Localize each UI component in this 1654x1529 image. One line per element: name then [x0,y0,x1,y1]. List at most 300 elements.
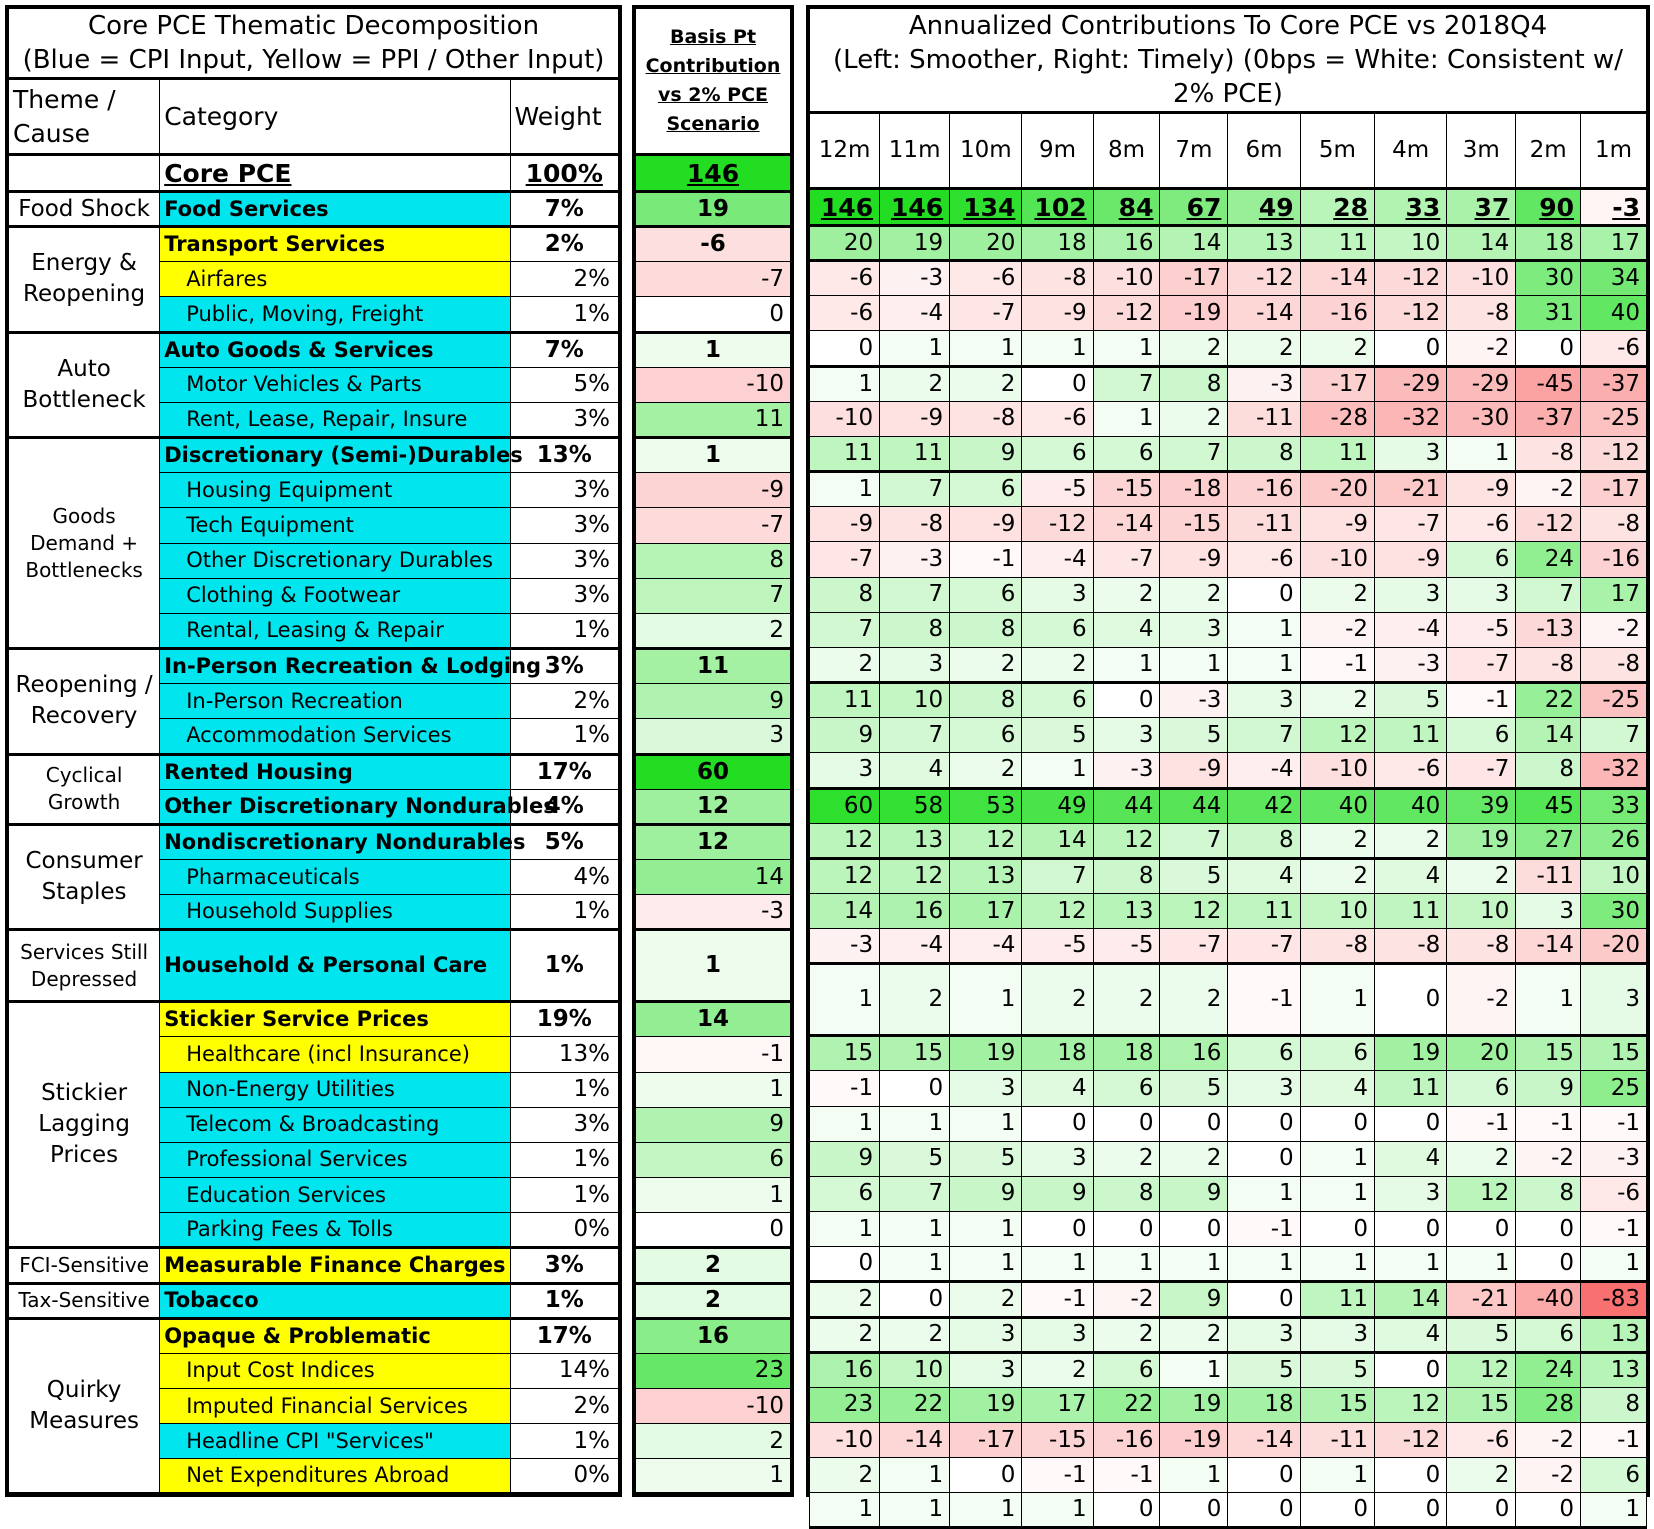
cell-household-supplies-7m: -7 [1160,929,1228,964]
cell-transport-services-11m: -3 [880,261,950,296]
cell-non-energy-utilities-1m: -1 [1581,1106,1647,1141]
cell-other-discretionary-durables-9m: 3 [1022,577,1093,612]
cell-non-energy-utilities-8m: 0 [1093,1106,1160,1141]
weight-household-personal-care: 1% [510,930,618,1002]
category-accommodation-services: Accommodation Services [160,719,510,754]
cell-housing-equipment-10m: -9 [950,507,1022,542]
theme-cause-3: Goods Demand + Bottlenecks [9,438,160,649]
cell-measurable-finance-charges-9m: -1 [1022,1282,1093,1317]
cell-airfares-4m: -12 [1375,296,1447,331]
core-pce-cell-6m: 49 [1228,189,1300,226]
cell-stickier-service-prices-12m: 15 [810,1036,880,1071]
cell-nondiscretionary-nondurables-12m: 12 [810,858,880,893]
cell-food-services-3m: 14 [1447,226,1516,261]
cell-stickier-service-prices-5m: 6 [1300,1036,1374,1071]
cell-net-expenditures-abroad-3m: 0 [1447,1493,1516,1528]
basis-point-table [635,8,791,1495]
cell-nondiscretionary-nondurables-8m: 8 [1093,858,1160,893]
cell-rental-leasing-repair-1m: -8 [1581,647,1647,682]
cell-education-services-6m: -1 [1228,1212,1300,1247]
cell-in-person-recreation-3m: 6 [1447,718,1516,753]
cell-household-supplies-9m: -5 [1022,929,1093,964]
cell-healthcare-incl-insurance-10m: 3 [950,1071,1022,1106]
cell-input-cost-indices-7m: 19 [1160,1387,1228,1422]
cell-clothing-footwear-1m: -2 [1581,612,1647,647]
cell-other-discretionary-nondurables-2m: 27 [1516,823,1581,858]
cell-non-energy-utilities-11m: 1 [880,1106,950,1141]
bp-input-cost-indices: 23 [636,1353,791,1388]
cell-headline-cpi-services-8m: -1 [1093,1458,1160,1493]
cell-professional-services-12m: 6 [810,1176,880,1211]
cell-opaque-problematic-1m: 13 [1581,1352,1647,1387]
cell-professional-services-8m: 8 [1093,1176,1160,1211]
category-education-services: Education Services [160,1178,510,1213]
theme-cause-10: Tax-Sensitive [9,1283,160,1318]
cell-rent-lease-repair-insure-7m: 7 [1160,436,1228,471]
cell-stickier-service-prices-7m: 16 [1160,1036,1228,1071]
weight-tobacco: 1% [510,1283,618,1318]
core-pce-weight: 100% [510,155,618,192]
cell-imputed-financial-services-5m: -11 [1300,1423,1374,1458]
cell-input-cost-indices-6m: 18 [1228,1387,1300,1422]
bp-housing-equipment: -9 [636,473,791,508]
weight-telecom-broadcasting: 3% [510,1107,618,1142]
cell-education-services-7m: 0 [1160,1212,1228,1247]
weight-stickier-service-prices: 19% [510,1002,618,1037]
cell-airfares-1m: 40 [1581,296,1647,331]
bp-stickier-service-prices: 14 [636,1002,791,1037]
cell-headline-cpi-services-11m: 1 [880,1458,950,1493]
core-pce-cell-3m: 37 [1447,189,1516,226]
core-pce-cell-12m: 146 [810,189,880,226]
weight-discretionary-semi-durables: 13% [510,438,618,473]
cell-parking-fees-tolls-6m: 1 [1228,1247,1300,1282]
cell-household-supplies-5m: -8 [1300,929,1374,964]
weight-transport-services: 2% [510,227,618,262]
cell-airfares-6m: -14 [1228,296,1300,331]
cell-rent-lease-repair-insure-1m: -12 [1581,436,1647,471]
cell-household-personal-care-3m: -2 [1447,964,1516,1036]
cell-housing-equipment-11m: -8 [880,507,950,542]
cell-tobacco-5m: 3 [1300,1317,1374,1352]
weight-imputed-financial-services: 2% [510,1389,618,1424]
cell-non-energy-utilities-7m: 0 [1160,1106,1228,1141]
cell-telecom-broadcasting-3m: 2 [1447,1141,1516,1176]
weight-non-energy-utilities: 1% [510,1072,618,1107]
cell-food-services-5m: 11 [1300,226,1374,261]
cell-input-cost-indices-2m: 28 [1516,1387,1581,1422]
cell-stickier-service-prices-6m: 6 [1228,1036,1300,1071]
core-pce-cell-9m: 102 [1022,189,1093,226]
cell-public-moving-freight-3m: -2 [1447,331,1516,366]
cell-opaque-problematic-12m: 16 [810,1352,880,1387]
cell-stickier-service-prices-11m: 15 [880,1036,950,1071]
cell-input-cost-indices-5m: 15 [1300,1387,1374,1422]
cell-rented-housing-11m: 58 [880,788,950,823]
cell-education-services-2m: 0 [1516,1212,1581,1247]
category-net-expenditures-abroad: Net Expenditures Abroad [160,1459,510,1494]
cell-auto-goods-services-3m: -29 [1447,366,1516,401]
category-discretionary-semi-durables: Discretionary (Semi-)Durables [160,438,510,473]
cell-airfares-8m: -12 [1093,296,1160,331]
cell-healthcare-incl-insurance-7m: 5 [1160,1071,1228,1106]
cell-transport-services-7m: -17 [1160,261,1228,296]
cell-household-personal-care-2m: 1 [1516,964,1581,1036]
cell-other-discretionary-durables-3m: 3 [1447,577,1516,612]
cell-net-expenditures-abroad-12m: 1 [810,1493,880,1528]
cell-housing-equipment-7m: -15 [1160,507,1228,542]
cell-education-services-12m: 1 [810,1212,880,1247]
cell-professional-services-4m: 3 [1375,1176,1447,1211]
cell-in-person-recreation-lodging-6m: 3 [1228,683,1300,718]
period-header-11m: 11m [880,113,950,189]
cell-professional-services-5m: 1 [1300,1176,1374,1211]
cell-transport-services-3m: -10 [1447,261,1516,296]
theme-cause-1: Energy & Reopening [9,227,160,332]
cell-in-person-recreation-11m: 7 [880,718,950,753]
theme-cause-5: Cyclical Growth [9,754,160,824]
cell-accommodation-services-2m: 8 [1516,753,1581,788]
cell-motor-vehicles-parts-8m: 1 [1093,401,1160,436]
category-measurable-finance-charges: Measurable Finance Charges [160,1248,510,1283]
core-pce-cell-4m: 33 [1375,189,1447,226]
cell-headline-cpi-services-1m: 6 [1581,1458,1647,1493]
cell-food-services-1m: 17 [1581,226,1647,261]
bp-rental-leasing-repair: 2 [636,613,791,648]
core-pce-cell-5m: 28 [1300,189,1374,226]
cell-household-supplies-4m: -8 [1375,929,1447,964]
cell-healthcare-incl-insurance-12m: -1 [810,1071,880,1106]
weight-healthcare-incl-insurance: 13% [510,1037,618,1072]
cell-headline-cpi-services-6m: 0 [1228,1458,1300,1493]
cell-nondiscretionary-nondurables-1m: 10 [1581,858,1647,893]
cell-other-discretionary-nondurables-9m: 14 [1022,823,1093,858]
cell-clothing-footwear-10m: 8 [950,612,1022,647]
cell-parking-fees-tolls-5m: 1 [1300,1247,1374,1282]
cell-stickier-service-prices-4m: 19 [1375,1036,1447,1071]
cell-non-energy-utilities-10m: 1 [950,1106,1022,1141]
cell-discretionary-semi-durables-2m: -2 [1516,472,1581,507]
cell-food-services-6m: 13 [1228,226,1300,261]
cell-public-moving-freight-10m: 1 [950,331,1022,366]
cell-education-services-10m: 1 [950,1212,1022,1247]
basis-point-header: Basis Pt Contribution vs 2% PCE Scenario [636,9,791,155]
cell-nondiscretionary-nondurables-11m: 12 [880,858,950,893]
cell-rented-housing-5m: 40 [1300,788,1374,823]
cell-in-person-recreation-lodging-12m: 11 [810,683,880,718]
bp-household-supplies: -3 [636,895,791,930]
cell-net-expenditures-abroad-8m: 0 [1093,1493,1160,1528]
cell-auto-goods-services-4m: -29 [1375,366,1447,401]
cell-food-services-8m: 16 [1093,226,1160,261]
cell-auto-goods-services-6m: -3 [1228,366,1300,401]
cell-in-person-recreation-9m: 5 [1022,718,1093,753]
cell-pharmaceuticals-12m: 14 [810,893,880,928]
category-auto-goods-services: Auto Goods & Services [160,332,510,367]
period-header-3m: 3m [1447,113,1516,189]
cell-in-person-recreation-1m: 7 [1581,718,1647,753]
category-opaque-problematic: Opaque & Problematic [160,1318,510,1353]
category-input-cost-indices: Input Cost Indices [160,1353,510,1388]
cell-tech-equipment-8m: -7 [1093,542,1160,577]
cell-in-person-recreation-lodging-5m: 2 [1300,683,1374,718]
cell-nondiscretionary-nondurables-3m: 2 [1447,858,1516,893]
cell-pharmaceuticals-10m: 17 [950,893,1022,928]
cell-auto-goods-services-1m: -37 [1581,366,1647,401]
theme-cause-7: Services Still Depressed [9,930,160,1002]
bp-measurable-finance-charges: 2 [636,1248,791,1283]
cell-rental-leasing-repair-3m: -7 [1447,647,1516,682]
cell-clothing-footwear-3m: -5 [1447,612,1516,647]
cell-household-personal-care-9m: 2 [1022,964,1093,1036]
cell-parking-fees-tolls-10m: 1 [950,1247,1022,1282]
cell-telecom-broadcasting-4m: 4 [1375,1141,1447,1176]
cell-opaque-problematic-9m: 2 [1022,1352,1093,1387]
cell-housing-equipment-5m: -9 [1300,507,1374,542]
cell-tobacco-3m: 5 [1447,1317,1516,1352]
bp-in-person-recreation-lodging: 11 [636,649,791,684]
cell-net-expenditures-abroad-11m: 1 [880,1493,950,1528]
cell-rent-lease-repair-insure-10m: 9 [950,436,1022,471]
cell-household-supplies-11m: -4 [880,929,950,964]
bp-food-services: 19 [636,192,791,227]
cell-education-services-9m: 0 [1022,1212,1093,1247]
left-title-line-1: Core PCE Thematic Decomposition [87,11,540,41]
cell-measurable-finance-charges-7m: 9 [1160,1282,1228,1317]
cell-non-energy-utilities-2m: -1 [1516,1106,1581,1141]
cell-household-personal-care-6m: -1 [1228,964,1300,1036]
category-tobacco: Tobacco [160,1283,510,1318]
cell-food-services-7m: 14 [1160,226,1228,261]
period-header-2m: 2m [1516,113,1581,189]
cell-opaque-problematic-8m: 6 [1093,1352,1160,1387]
cell-headline-cpi-services-9m: -1 [1022,1458,1093,1493]
cell-opaque-problematic-3m: 12 [1447,1352,1516,1387]
cell-net-expenditures-abroad-10m: 1 [950,1493,1022,1528]
cell-food-services-10m: 20 [950,226,1022,261]
cell-food-services-9m: 18 [1022,226,1093,261]
bp-headline-cpi-services: 2 [636,1424,791,1459]
cell-transport-services-8m: -10 [1093,261,1160,296]
cell-net-expenditures-abroad-6m: 0 [1228,1493,1300,1528]
category-pharmaceuticals: Pharmaceuticals [160,859,510,894]
weight-motor-vehicles-parts: 5% [510,367,618,402]
category-household-supplies: Household Supplies [160,895,510,930]
cell-tobacco-12m: 2 [810,1317,880,1352]
category-in-person-recreation: In-Person Recreation [160,684,510,719]
cell-rented-housing-9m: 49 [1022,788,1093,823]
cell-rental-leasing-repair-12m: 2 [810,647,880,682]
right-title-line-2: (Left: Smoother, Right: Timely) (0bps = White: Consistent w/ 2% PCE) [833,45,1623,109]
cell-rent-lease-repair-insure-4m: 3 [1375,436,1447,471]
cell-tobacco-1m: 13 [1581,1317,1647,1352]
cell-food-services-2m: 18 [1516,226,1581,261]
cell-net-expenditures-abroad-2m: 0 [1516,1493,1581,1528]
weight-other-discretionary-durables: 3% [510,543,618,578]
bp-other-discretionary-durables: 8 [636,543,791,578]
cell-transport-services-1m: 34 [1581,261,1647,296]
cell-household-supplies-12m: -3 [810,929,880,964]
cell-pharmaceuticals-4m: 11 [1375,893,1447,928]
cell-household-personal-care-7m: 2 [1160,964,1228,1036]
cell-telecom-broadcasting-1m: -3 [1581,1141,1647,1176]
cell-tobacco-7m: 2 [1160,1317,1228,1352]
cell-discretionary-semi-durables-11m: 7 [880,472,950,507]
cell-public-moving-freight-8m: 1 [1093,331,1160,366]
cell-motor-vehicles-parts-3m: -30 [1447,401,1516,436]
cell-opaque-problematic-6m: 5 [1228,1352,1300,1387]
cell-rental-leasing-repair-10m: 2 [950,647,1022,682]
weight-header: Weight [510,79,618,155]
cell-input-cost-indices-3m: 15 [1447,1387,1516,1422]
cell-opaque-problematic-4m: 0 [1375,1352,1447,1387]
cell-pharmaceuticals-7m: 12 [1160,893,1228,928]
cell-pharmaceuticals-9m: 12 [1022,893,1093,928]
cell-healthcare-incl-insurance-9m: 4 [1022,1071,1093,1106]
cell-rental-leasing-repair-11m: 3 [880,647,950,682]
cell-telecom-broadcasting-8m: 2 [1093,1141,1160,1176]
cell-household-personal-care-12m: 1 [810,964,880,1036]
bp-nondiscretionary-nondurables: 12 [636,824,791,859]
cell-discretionary-semi-durables-4m: -21 [1375,472,1447,507]
cell-transport-services-5m: -14 [1300,261,1374,296]
cell-parking-fees-tolls-9m: 1 [1022,1247,1093,1282]
cell-non-energy-utilities-5m: 0 [1300,1106,1374,1141]
cell-pharmaceuticals-8m: 13 [1093,893,1160,928]
cell-accommodation-services-5m: -10 [1300,753,1374,788]
cell-motor-vehicles-parts-9m: -6 [1022,401,1093,436]
cell-accommodation-services-3m: -7 [1447,753,1516,788]
cell-other-discretionary-nondurables-5m: 2 [1300,823,1374,858]
cell-other-discretionary-nondurables-1m: 26 [1581,823,1647,858]
category-transport-services: Transport Services [160,227,510,262]
cell-discretionary-semi-durables-6m: -16 [1228,472,1300,507]
period-header-12m: 12m [810,113,880,189]
core-pce-cell-7m: 67 [1160,189,1228,226]
cell-parking-fees-tolls-4m: 1 [1375,1247,1447,1282]
category-healthcare-incl-insurance: Healthcare (incl Insurance) [160,1037,510,1072]
cell-parking-fees-tolls-3m: 1 [1447,1247,1516,1282]
category-telecom-broadcasting: Telecom & Broadcasting [160,1107,510,1142]
category-household-personal-care: Household & Personal Care [160,930,510,1002]
category-non-energy-utilities: Non-Energy Utilities [160,1072,510,1107]
category-other-discretionary-durables: Other Discretionary Durables [160,543,510,578]
cell-education-services-5m: 0 [1300,1212,1374,1247]
cell-public-moving-freight-2m: 0 [1516,331,1581,366]
theme-cause-6: Consumer Staples [9,824,160,929]
cell-professional-services-3m: 12 [1447,1176,1516,1211]
cell-input-cost-indices-12m: 23 [810,1387,880,1422]
cell-accommodation-services-4m: -6 [1375,753,1447,788]
cell-rented-housing-7m: 44 [1160,788,1228,823]
bp-pharmaceuticals: 14 [636,859,791,894]
cell-discretionary-semi-durables-5m: -20 [1300,472,1374,507]
cell-in-person-recreation-4m: 11 [1375,718,1447,753]
bp-household-personal-care: 1 [636,930,791,1002]
category-motor-vehicles-parts: Motor Vehicles & Parts [160,367,510,402]
cell-headline-cpi-services-7m: 1 [1160,1458,1228,1493]
bp-transport-services: -6 [636,227,791,262]
cell-in-person-recreation-lodging-8m: 0 [1093,683,1160,718]
cell-other-discretionary-nondurables-8m: 12 [1093,823,1160,858]
cell-other-discretionary-nondurables-10m: 12 [950,823,1022,858]
cell-in-person-recreation-7m: 5 [1160,718,1228,753]
weight-input-cost-indices: 14% [510,1353,618,1388]
cell-measurable-finance-charges-1m: -83 [1581,1282,1647,1317]
cell-opaque-problematic-11m: 10 [880,1352,950,1387]
cell-measurable-finance-charges-6m: 0 [1228,1282,1300,1317]
bp-rent-lease-repair-insure: 11 [636,402,791,437]
cell-measurable-finance-charges-10m: 2 [950,1282,1022,1317]
cell-input-cost-indices-9m: 17 [1022,1387,1093,1422]
bp-clothing-footwear: 7 [636,578,791,613]
category-clothing-footwear: Clothing & Footwear [160,578,510,613]
bp-tobacco: 2 [636,1283,791,1318]
weight-rental-leasing-repair: 1% [510,613,618,648]
cell-household-supplies-3m: -8 [1447,929,1516,964]
category-rented-housing: Rented Housing [160,754,510,789]
period-header-7m: 7m [1160,113,1228,189]
cell-stickier-service-prices-1m: 15 [1581,1036,1647,1071]
cell-in-person-recreation-lodging-11m: 10 [880,683,950,718]
cell-food-services-11m: 19 [880,226,950,261]
cell-rent-lease-repair-insure-5m: 11 [1300,436,1374,471]
cell-telecom-broadcasting-10m: 5 [950,1141,1022,1176]
cell-tech-equipment-3m: 6 [1447,542,1516,577]
cell-measurable-finance-charges-3m: -21 [1447,1282,1516,1317]
weight-nondiscretionary-nondurables: 5% [510,824,618,859]
cell-rental-leasing-repair-9m: 2 [1022,647,1093,682]
cell-auto-goods-services-8m: 7 [1093,366,1160,401]
cell-rental-leasing-repair-8m: 1 [1093,647,1160,682]
cell-accommodation-services-7m: -9 [1160,753,1228,788]
cell-public-moving-freight-5m: 2 [1300,331,1374,366]
cell-other-discretionary-durables-1m: 17 [1581,577,1647,612]
weight-tech-equipment: 3% [510,508,618,543]
bp-public-moving-freight: 0 [636,297,791,332]
cell-input-cost-indices-1m: 8 [1581,1387,1647,1422]
cell-accommodation-services-11m: 4 [880,753,950,788]
theme-cause-8: Stickier Lagging Prices [9,1002,160,1248]
cell-accommodation-services-10m: 2 [950,753,1022,788]
cell-healthcare-incl-insurance-11m: 0 [880,1071,950,1106]
bp-healthcare-incl-insurance: -1 [636,1037,791,1072]
cell-other-discretionary-nondurables-12m: 12 [810,823,880,858]
cell-housing-equipment-9m: -12 [1022,507,1093,542]
core-pce-cell-1m: -3 [1581,189,1647,226]
category-food-services: Food Services [160,192,510,227]
cell-rental-leasing-repair-7m: 1 [1160,647,1228,682]
cell-headline-cpi-services-2m: -2 [1516,1458,1581,1493]
cell-rental-leasing-repair-4m: -3 [1375,647,1447,682]
cell-motor-vehicles-parts-12m: -10 [810,401,880,436]
cell-airfares-7m: -19 [1160,296,1228,331]
cell-clothing-footwear-8m: 4 [1093,612,1160,647]
weight-other-discretionary-nondurables: 4% [510,789,618,824]
bp-other-discretionary-nondurables: 12 [636,789,791,824]
cell-imputed-financial-services-12m: -10 [810,1423,880,1458]
cell-transport-services-4m: -12 [1375,261,1447,296]
cell-housing-equipment-4m: -7 [1375,507,1447,542]
weight-public-moving-freight: 1% [510,297,618,332]
cell-tobacco-8m: 2 [1093,1317,1160,1352]
cell-telecom-broadcasting-6m: 0 [1228,1141,1300,1176]
cell-rent-lease-repair-insure-8m: 6 [1093,436,1160,471]
cell-tobacco-11m: 2 [880,1317,950,1352]
cell-tech-equipment-9m: -4 [1022,542,1093,577]
cell-tech-equipment-7m: -9 [1160,542,1228,577]
cell-accommodation-services-1m: -32 [1581,753,1647,788]
